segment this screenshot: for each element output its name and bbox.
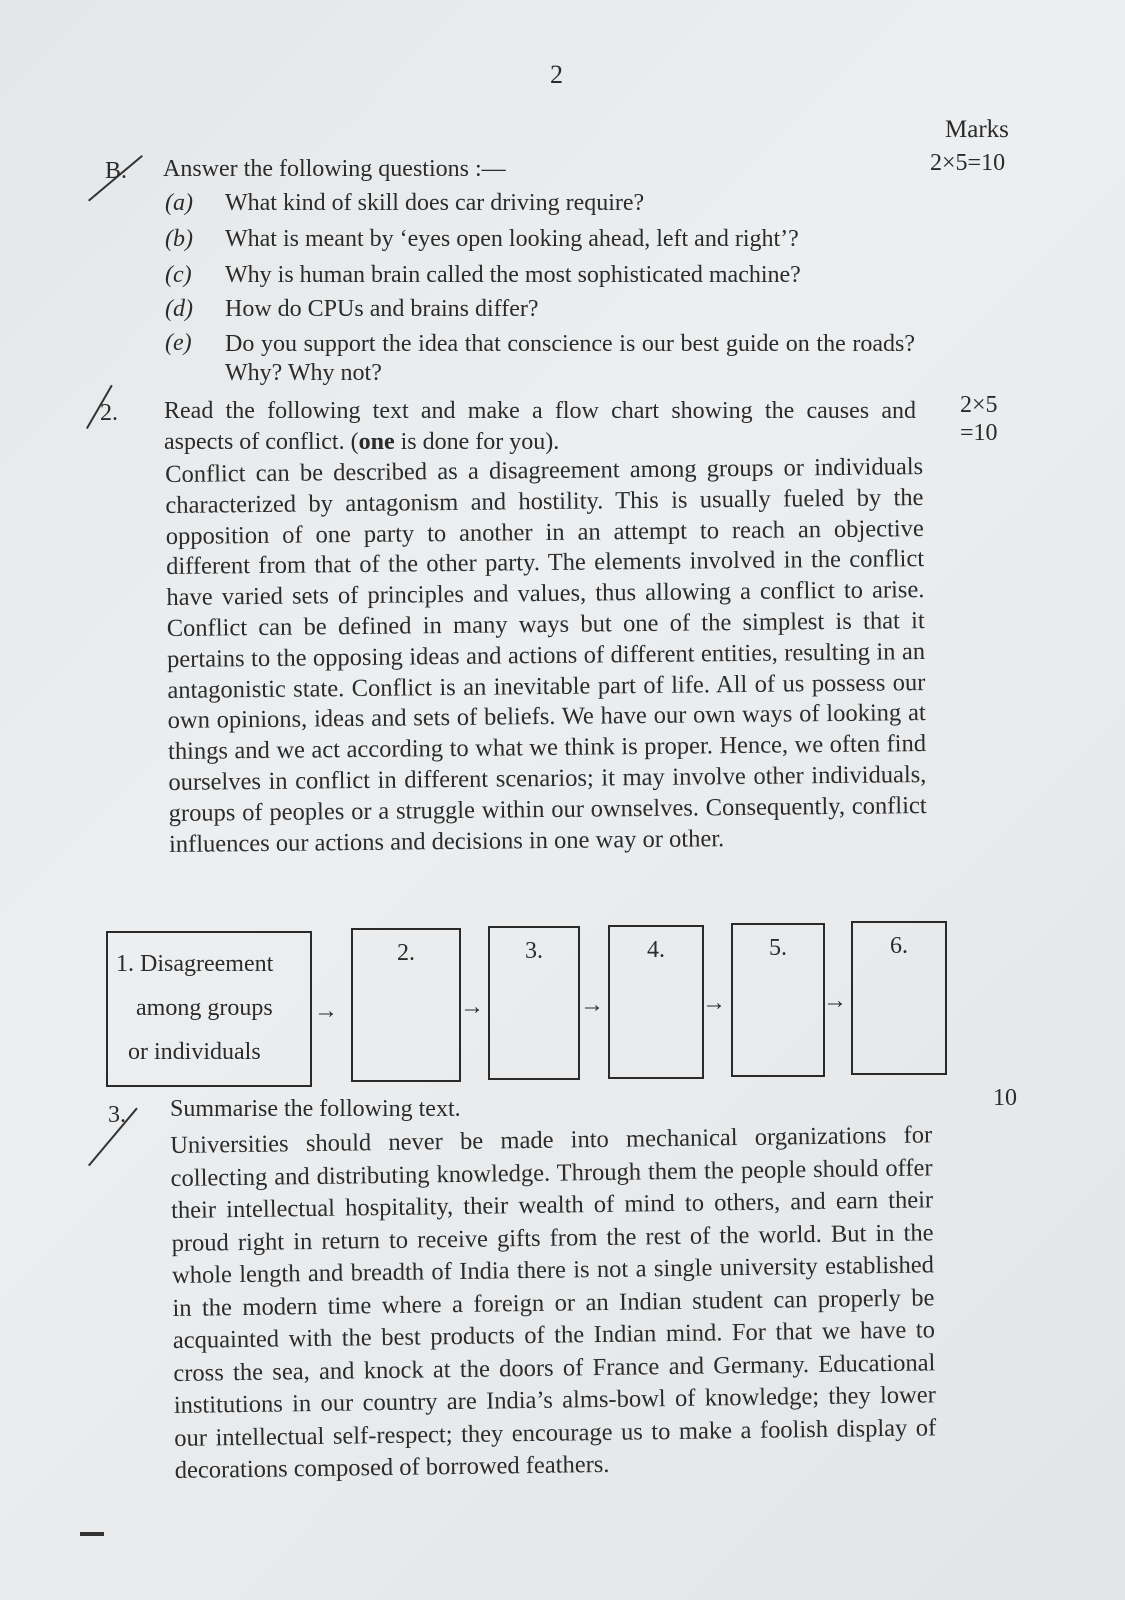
- flowchart-box-5: [731, 923, 825, 1077]
- q3-number: 3.: [108, 1102, 126, 1128]
- q1-marks: 2×5=10: [930, 150, 1006, 176]
- box-number: 2.: [397, 940, 415, 966]
- q2-passage: Conflict can be described as a disagreement among groups or individuals characterized by antagonism and hostility. This is usually fueled by the opposition of one party to another in an attempt to reach an objective different from that of the other party. The elements involved in the conflict have varied sets of principles and values, thus allowing a conflict to arise. Conflict can be defined in many ways but one of the simplest is that it pertains to the opposing ideas and actions of different entities, resulting in an antagonistic state. Conflict is an inevitable part of life. All of us possess our own opinions, ideas and sets of beliefs. We have our own ways of looking at things and we act according to what we think is proper. Hence, we often find ourselves in conflict in different scenarios; it may involve other individuals, groups of peoples or a struggle within our ownselves. Consequently, conflict influences our actions and decisions in one way or other.: [165, 453, 927, 858]
- q1-item-c: [165, 262, 801, 289]
- q2-marks-line1: 2×5: [960, 392, 998, 418]
- q3-marks: 10: [993, 1085, 1017, 1111]
- q1-number: B.: [105, 158, 128, 184]
- flowchart-box-3: [488, 926, 580, 1080]
- item-text: How do CPUs and brains differ?: [225, 296, 539, 322]
- box-text: or individuals: [128, 1039, 261, 1065]
- q3-title: Summarise the following text.: [170, 1096, 461, 1122]
- item-text: What kind of skill does car driving require?: [225, 190, 645, 216]
- flowchart-box-4: [608, 925, 704, 1079]
- page-number: 2: [550, 60, 563, 89]
- box-number: 5.: [769, 935, 787, 961]
- box-number: 6.: [890, 933, 908, 959]
- q1-item-a: [165, 190, 644, 217]
- item-label: (e): [165, 330, 192, 356]
- item-text: Why is human brain called the most sophisticated machine?: [225, 262, 801, 288]
- item-label: (b): [165, 226, 193, 252]
- arrow-icon: →: [823, 988, 847, 1014]
- item-label: (d): [165, 296, 193, 322]
- arrow-icon: →: [580, 992, 604, 1018]
- flowchart-box-2: [351, 928, 461, 1082]
- item-text: What is meant by ‘eyes open looking ahead, left and right’?: [225, 226, 799, 252]
- item-text: Do you support the idea that conscience is our best guide on the roads? Why? Why not?: [225, 331, 915, 386]
- q1-item-b: [165, 226, 799, 253]
- q2-marks-line2: =10: [960, 420, 998, 446]
- q2-instruction: [164, 396, 916, 458]
- q2-number: 2.: [100, 400, 118, 426]
- box-text: among groups: [136, 995, 273, 1021]
- instruction-text: Read the following text and make a flow chart showing the causes and aspects of conflict. (: [164, 398, 916, 455]
- instruction-text: is done for you).: [394, 429, 560, 455]
- box-text: 1. Disagreement: [116, 951, 274, 977]
- marks-header: Marks: [945, 116, 1009, 143]
- arrow-icon: →: [702, 990, 726, 1016]
- box-number: 3.: [525, 938, 543, 964]
- arrow-icon: →: [314, 998, 338, 1024]
- q3-passage: Universities should never be made into mechanical organizations for collecting and distributing knowledge. Through them the people should offer their intellectual hospitality, their wealth of mind to others, and earn their proud right in return to receive gifts from the rest of the world. But in the whole length and breadth of India there is not a single university established in the modern time where a foreign or an Indian student can properly be acquainted with the best products of the Indian mind. For that we have to cross the sea, and knock at the doors of France and Germany. Educational institutions in our country are India’s alms-bowl of knowledge; they lower our intellectual self-respect; they encourage us to make a foolish display of decorations composed of borrowed feathers.: [170, 1121, 937, 1484]
- flowchart-box-1: [106, 931, 312, 1087]
- pen-mark: [80, 1532, 104, 1536]
- q1-item-d: [165, 296, 539, 323]
- q1-title: Answer the following questions :—: [163, 156, 506, 182]
- box-number: 4.: [647, 937, 665, 963]
- arrow-icon: →: [460, 994, 484, 1020]
- flowchart-box-6: [851, 921, 947, 1075]
- instruction-bold: one: [358, 429, 395, 455]
- item-label: (a): [165, 190, 193, 216]
- item-label: (c): [165, 262, 192, 288]
- q1-item-e: [165, 330, 915, 388]
